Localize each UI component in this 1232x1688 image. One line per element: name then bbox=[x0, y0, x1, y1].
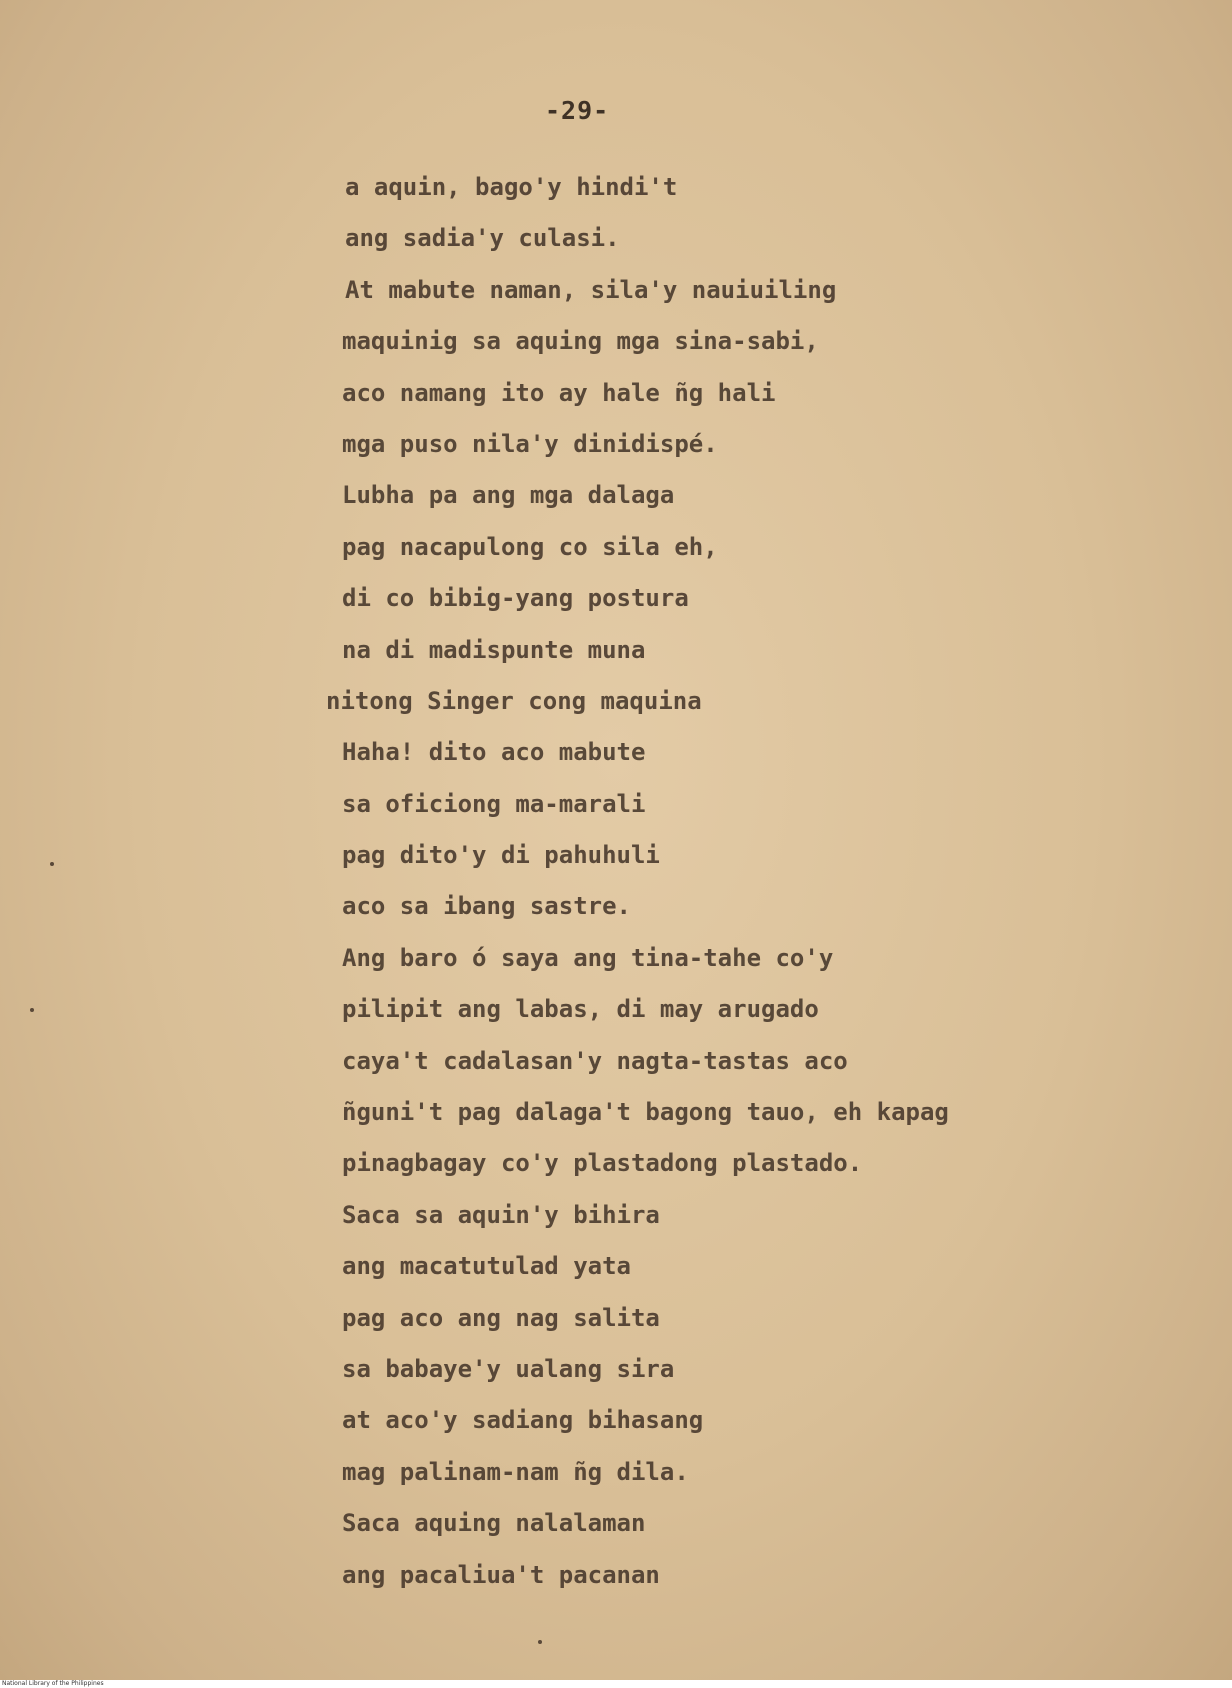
text-line: aco sa ibang sastre. bbox=[342, 892, 631, 921]
text-line: di co bibig-yang postura bbox=[342, 584, 689, 613]
speck bbox=[538, 1640, 542, 1644]
text-line: a aquin, bago'y hindi't bbox=[345, 173, 678, 201]
text-line: ñguni't pag dalaga't bagong tauo, eh kapag bbox=[342, 1098, 949, 1127]
text-line: Haha! dito aco mabute bbox=[342, 738, 646, 767]
text-line: Saca aquing nalalaman bbox=[342, 1509, 646, 1538]
text-line: at aco'y sadiang bihasang bbox=[342, 1406, 704, 1435]
text-line: mga puso nila'y dinidispé. bbox=[342, 429, 718, 458]
text-line: pilipit ang labas, di may arugado bbox=[342, 995, 819, 1024]
text-line: pag dito'y di pahuhuli bbox=[342, 841, 660, 870]
text-line: nitong Singer cong maquina bbox=[326, 686, 702, 715]
text-line: pinagbagay co'y plastadong plastado. bbox=[342, 1149, 863, 1178]
text-line: aco namang ito ay hale ñg hali bbox=[342, 378, 776, 407]
footer-credit: National Library of the Philippines bbox=[2, 1680, 1232, 1688]
text-line: pag aco ang nag salita bbox=[342, 1303, 660, 1332]
text-line: mag palinam-nam ñg dila. bbox=[342, 1457, 689, 1486]
text-line: caya't cadalasan'y nagta-tastas aco bbox=[342, 1046, 848, 1075]
text-line: sa babaye'y ualang sira bbox=[342, 1354, 675, 1383]
speck bbox=[30, 1008, 34, 1012]
text-line: pag nacapulong co sila eh, bbox=[342, 532, 718, 561]
text-line: At mabute naman, sila'y nauiuiling bbox=[345, 275, 837, 304]
text-line: sa oficiong ma-marali bbox=[342, 789, 646, 818]
text-line: ang sadia'y culasi. bbox=[345, 224, 620, 253]
text-line: Ang baro ó saya ang tina-tahe co'y bbox=[342, 943, 834, 972]
text-line: Lubha pa ang mga dalaga bbox=[342, 481, 675, 510]
text-line: na di madispunte muna bbox=[342, 635, 646, 664]
page-number: -29- bbox=[545, 96, 610, 125]
text-line: ang pacaliua't pacanan bbox=[342, 1560, 660, 1589]
text-line: maquinig sa aquing mga sina-sabi, bbox=[342, 327, 819, 356]
text-lines bbox=[0, 172, 1232, 1611]
speck bbox=[50, 862, 54, 866]
text-line: Saca sa aquin'y bihira bbox=[342, 1200, 660, 1229]
text-line: ang macatutulad yata bbox=[342, 1252, 631, 1281]
